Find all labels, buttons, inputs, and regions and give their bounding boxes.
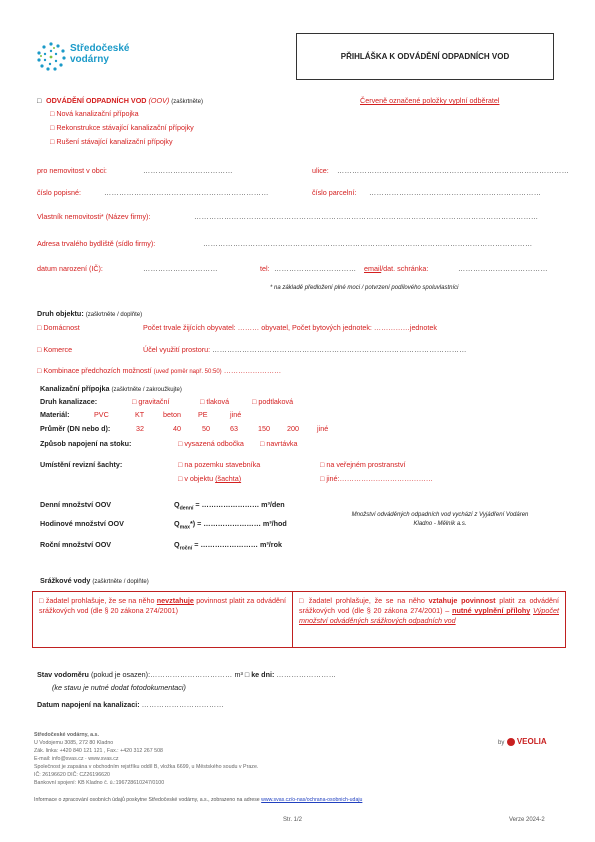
dob-field[interactable]: ………………………… bbox=[143, 264, 218, 273]
veolia-logo: by VEOLIA bbox=[498, 737, 547, 746]
option-reconstruction[interactable]: □ Rekonstrukce stávající kanalizační přípojky bbox=[50, 123, 194, 132]
material-pvc[interactable]: PVC bbox=[94, 410, 109, 419]
material-kt[interactable]: KT bbox=[135, 410, 145, 419]
manhole-building[interactable]: □ v objektu (šachta) bbox=[178, 474, 242, 483]
ulice-field[interactable]: ………………………………………………………………………………… bbox=[337, 166, 570, 175]
tel-label: tel: bbox=[260, 264, 270, 273]
method-drilling[interactable]: □ navrtávka bbox=[260, 439, 298, 448]
address-field[interactable]: …………………………………………………………………………………………………………………… bbox=[203, 239, 533, 248]
meter-row[interactable]: Stav vodoměru (pokud je osazen):…………………………… m³ □ ke dni: …………………… bbox=[37, 670, 337, 679]
owner-label: Vlastník nemovitosti* (Název firmy): bbox=[37, 212, 151, 221]
druh-tlakova[interactable]: □ tlaková bbox=[200, 397, 230, 406]
manhole-private[interactable]: □ na pozemku stavebníka bbox=[178, 460, 261, 469]
owner-footnote: * na základě předložení plné moci / potvrzení podílového spoluvlastníci bbox=[270, 285, 459, 291]
daily-field[interactable]: $Q_{denní}$ = …………………… m³/den bbox=[174, 500, 285, 512]
cp-label: číslo popisné: bbox=[37, 188, 81, 197]
required-note: Červeně označené položky vyplní odběratel bbox=[360, 96, 500, 105]
rain-option-left: □ žadatel prohlašuje, že se na něho nevztahuje povinnost platit za odvádění srážkových vod (dle § 20 zákona 274/2001) bbox=[39, 596, 287, 615]
material-pe[interactable]: PE bbox=[198, 410, 208, 419]
manhole-other[interactable]: □ jiné:………………………………… bbox=[320, 474, 433, 483]
option-domacnost[interactable]: □ Domácnost bbox=[37, 323, 80, 332]
druh-label: Druh kanalizace: bbox=[40, 397, 98, 406]
method-label: Způsob napojení na stoku: bbox=[40, 439, 132, 448]
manhole-label: Umístění revizní šachty: bbox=[40, 460, 123, 469]
object-type-heading: Druh objektu: (zaškrtněte / doplňte) bbox=[37, 309, 143, 318]
material-label: Materiál: bbox=[40, 410, 70, 419]
page-title: PŘIHLÁŠKA K ODVÁDĚNÍ ODPADNÍCH VOD bbox=[296, 33, 554, 80]
komerce-detail[interactable]: Účel využití prostoru: ………………………………………………………………………………………… bbox=[143, 345, 467, 354]
company-logo-icon bbox=[34, 40, 68, 74]
rain-heading: Srážkové vody (zaškrtněte / doplňte) bbox=[40, 576, 149, 585]
parcel-field[interactable]: …………………………………………………………… bbox=[369, 188, 542, 197]
tel-field[interactable]: …………………………… bbox=[274, 264, 357, 273]
page-number: Str. 1/2 bbox=[283, 817, 303, 823]
address-label: Adresa trvalého bydliště (sídlo firmy): bbox=[37, 239, 156, 248]
parcel-label: číslo parcelní: bbox=[312, 188, 357, 197]
diameter-label: Průměr (DN nebo d): bbox=[40, 424, 111, 433]
option-komerce[interactable]: □ Komerce bbox=[37, 345, 73, 354]
option-cancellation[interactable]: □ Rušení stávající kanalizační přípojky bbox=[50, 137, 173, 146]
druh-gravitacni[interactable]: □ gravitační bbox=[132, 397, 170, 406]
obec-label: pro nemovitost v obci: bbox=[37, 166, 107, 175]
company-logo-text: Středočeské vodárny bbox=[70, 43, 130, 65]
gdpr-note: Informace o zpracování osobních údajů poskytne Středočeské vodárny, a.s., zobrazeno na adrese www.svas.cz/o-nas/ochrana-osobnich-udaju bbox=[34, 797, 363, 803]
diameter-50[interactable]: 50 bbox=[202, 424, 210, 433]
manhole-public[interactable]: □ na veřejném prostranství bbox=[320, 460, 406, 469]
diameter-150[interactable]: 150 bbox=[258, 424, 270, 433]
amounts-note: Množství odváděných odpadních vod vychází z Vyjádření Vodáren Kladno - Mělník a.s. bbox=[351, 512, 529, 527]
yearly-field[interactable]: $Q_{roční}$ = …………………… m³/rok bbox=[174, 540, 282, 552]
owner-field[interactable]: ………………………………………………………………………………………………………………………… bbox=[194, 212, 539, 221]
connection-date-row[interactable]: Datum napojení na kanalizaci: …………………………… bbox=[37, 700, 225, 709]
method-branch[interactable]: □ vysazená odbočka bbox=[178, 439, 244, 448]
option-new-connection[interactable]: □ Nová kanalizační přípojka bbox=[50, 109, 139, 118]
hourly-label: Hodinové množství OOV bbox=[40, 519, 124, 528]
diameter-200[interactable]: 200 bbox=[287, 424, 299, 433]
diameter-other[interactable]: jiné bbox=[317, 424, 329, 433]
option-kombinace[interactable]: □ Kombinace předchozích možností (uveď poměr např. 50:50) …………………… bbox=[37, 366, 282, 375]
email-label: email/dat. schránka: bbox=[364, 264, 429, 273]
veolia-logo-icon bbox=[507, 738, 515, 746]
gdpr-link[interactable]: www.svas.cz/o-nas/ochrana-osobnich-udaju bbox=[261, 797, 363, 803]
material-other[interactable]: jiné bbox=[230, 410, 242, 419]
material-beton[interactable]: beton bbox=[163, 410, 181, 419]
hourly-field[interactable]: $Q_{max}*$) = …………………… m³/hod bbox=[174, 519, 287, 531]
cp-field[interactable]: ………………………………………………………… bbox=[104, 188, 269, 197]
obec-field[interactable]: ……………………………… bbox=[143, 166, 233, 175]
version-label: Verze 2024-2 bbox=[509, 817, 545, 823]
druh-podtlakova[interactable]: □ podtlaková bbox=[252, 397, 294, 406]
dob-label: datum narození (IČ): bbox=[37, 264, 103, 273]
meter-note: (ke stavu je nutné dodat fotodokumentaci) bbox=[52, 683, 186, 692]
diameter-32[interactable]: 32 bbox=[136, 424, 144, 433]
rain-option-right-box[interactable] bbox=[292, 591, 566, 648]
domacnost-detail[interactable]: Počet trvale žijících obyvatel: ……… obyvatel, Počet bytových jednotek: ……………jednotek bbox=[143, 323, 438, 332]
oov-heading: ODVÁDĚNÍ ODPADNÍCH VOD (OOV) (zaškrtněte) bbox=[46, 96, 203, 105]
footer-company-info: Středočeské vodárny, a.s. U Vodojemu 3085, 272 80 Kladno Zák. linka: +420 840 121 121 , Fax.: +420 312 267 508 E-mail: info@svas.cz · www.svas.cz Společnost je zapsána v obchodním rejstříku oddíl B, vložka 6699, u Městského soudu v Praze. IČ: 26196620 DIČ: CZ26196620 Bankovní spojení: KB Kladno č. ú.:196728610247/0100 bbox=[34, 732, 259, 786]
diameter-40[interactable]: 40 bbox=[173, 424, 181, 433]
ulice-label: ulice: bbox=[312, 166, 329, 175]
oov-checkbox[interactable]: □ bbox=[37, 96, 42, 105]
diameter-63[interactable]: 63 bbox=[230, 424, 238, 433]
rain-option-left-box[interactable] bbox=[32, 591, 293, 648]
rain-option-right: □ žadatel prohlašuje, že se na něho vztahuje povinnost platit za odvádění srážkových vod (dle § 20 zákona 274/2001) – nutné vyplnění přílohy Výpočet množství odváděných srážkových odpadních vod bbox=[299, 596, 560, 625]
daily-label: Denní množství OOV bbox=[40, 500, 112, 509]
email-field[interactable]: ……………………………… bbox=[458, 264, 548, 273]
connection-heading: Kanalizační přípojka (zaškrtněte / zakroužkujte) bbox=[40, 384, 182, 393]
yearly-label: Roční množství OOV bbox=[40, 540, 112, 549]
